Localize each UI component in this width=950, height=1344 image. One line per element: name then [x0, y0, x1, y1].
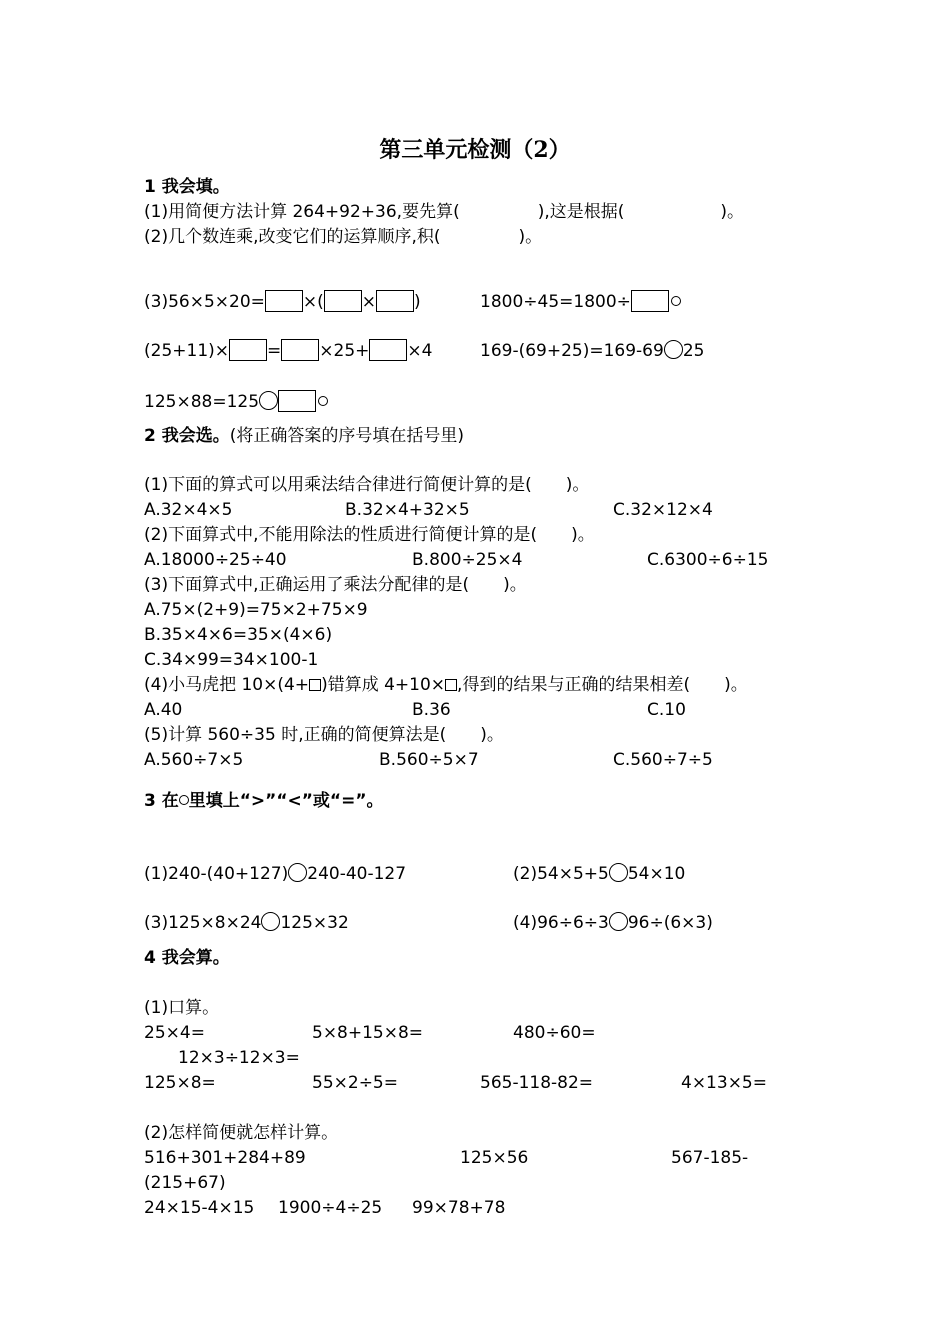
compare-circle[interactable] [609, 912, 628, 931]
option-2-4-a: A.40 [144, 700, 183, 720]
compare-problem-3 [144, 911, 349, 935]
calc-problem: 99×78+78 [412, 1198, 506, 1218]
q1-3-r1-e: 1800÷45=1800÷ [480, 292, 631, 312]
q1-1-text-c: )。 [720, 202, 745, 222]
option-2-3-b: B.35×4×6=35×(4×6) [144, 625, 333, 645]
q1-2-text-a: (2)几个数连乘,改变它们的运算顺序,积( [144, 227, 441, 247]
cmp4-left: (4)96÷6÷3 [513, 913, 609, 933]
option-2-5-a: A.560÷7×5 [144, 750, 244, 770]
option-2-2-b: B.800÷25×4 [412, 550, 523, 570]
question-1-3-row-3 [144, 390, 328, 414]
q1-3-r2-e: 169-(69+25)=169-69 [480, 341, 664, 361]
cmp3-right: 125×32 [280, 913, 349, 933]
section-2-note: (将正确答案的序号填在括号里) [229, 426, 465, 446]
calc-problem-continued: (215+67) [144, 1173, 226, 1193]
answer-box[interactable] [265, 290, 303, 312]
compare-circle[interactable] [664, 340, 683, 359]
oral-problem: 565-118-82= [480, 1073, 594, 1093]
cmp4-right: 96÷(6×3) [627, 913, 713, 933]
oral-problem: 4×13×5= [681, 1073, 767, 1093]
question-2-5: (5)计算 560÷35 时,正确的简便算法是( )。 [144, 725, 504, 745]
oral-problem: 5×8+15×8= [312, 1023, 424, 1043]
oral-problem: 480÷60= [513, 1023, 596, 1043]
small-circle-icon [671, 296, 681, 306]
option-2-4-b: B.36 [412, 700, 451, 720]
option-2-5-b: B.560÷5×7 [379, 750, 479, 770]
compare-problem-1 [144, 862, 406, 886]
calc-problem: 125×56 [460, 1148, 529, 1168]
oral-problem: 12×3÷12×3= [178, 1048, 300, 1068]
question-1-3-row-2-right [480, 339, 704, 363]
section-4-heading: 4 我会算。 [144, 948, 230, 968]
option-2-2-c: C.6300÷6÷15 [647, 550, 769, 570]
cmp1-left: (1)240-(40+127) [144, 864, 289, 884]
compare-circle[interactable] [259, 391, 278, 410]
q2-4-text-c: ,得到的结果与正确的结果相差( )。 [457, 675, 748, 695]
q1-3-r1-d: ) [414, 292, 421, 312]
cmp3-left: (3)125×8×24 [144, 913, 262, 933]
question-1-3-row-2 [144, 339, 432, 363]
q1-3-r1-c: × [361, 292, 377, 312]
option-2-3-c: C.34×99=34×100-1 [144, 650, 319, 670]
answer-box[interactable] [229, 339, 267, 361]
option-2-5-c: C.560÷7÷5 [613, 750, 713, 770]
q1-1-text-b: ),这是根据( [537, 202, 625, 222]
question-1-2 [144, 225, 542, 249]
oral-problem: 125×8= [144, 1073, 216, 1093]
answer-box[interactable] [324, 290, 362, 312]
q1-3-r3-a: 125×88=125 [144, 392, 260, 412]
q2-4-text-a: (4)小马虎把 10×(4+ [144, 675, 310, 695]
compare-circle[interactable] [609, 863, 628, 882]
answer-box[interactable] [376, 290, 414, 312]
option-2-1-b: B.32×4+32×5 [345, 500, 470, 520]
oral-problem: 55×2÷5= [312, 1073, 398, 1093]
q1-3-r1-b: ×( [302, 292, 324, 312]
page-title: 第三单元检测（2） [379, 137, 571, 163]
compare-problem-4 [513, 911, 713, 935]
section-2-title: 2 我会选。 [144, 426, 230, 446]
answer-box[interactable] [278, 390, 316, 412]
question-2-4 [144, 673, 748, 697]
q1-3-r1-a: (3)56×5×20= [144, 292, 265, 312]
compare-circle[interactable] [261, 912, 280, 931]
small-circle-icon [318, 396, 328, 406]
option-2-1-c: C.32×12×4 [613, 500, 713, 520]
q1-3-r2-b: = [267, 341, 282, 361]
answer-box[interactable] [631, 290, 669, 312]
question-2-3: (3)下面算式中,正确运用了乘法分配律的是( )。 [144, 575, 527, 595]
oral-heading: (1)口算。 [144, 998, 220, 1018]
calc-problem: 516+301+284+89 [144, 1148, 306, 1168]
cmp2-right: 54×10 [627, 864, 686, 884]
cmp2-left: (2)54×5+5 [513, 864, 609, 884]
section-3-title-a: 3 在 [144, 791, 179, 811]
section-1-heading: 1 我会填。 [144, 177, 230, 197]
section-2-heading [144, 424, 464, 448]
compare-circle[interactable] [288, 863, 307, 882]
question-2-1: (1)下面的算式可以用乘法结合律进行简便计算的是( )。 [144, 475, 590, 495]
option-2-4-c: C.10 [647, 700, 686, 720]
q1-1-text-a: (1)用简便方法计算 264+92+36,要先算( [144, 202, 460, 222]
q1-3-r2-c: ×25+ [319, 341, 370, 361]
cmp1-right: 240-40-127 [307, 864, 407, 884]
answer-box[interactable] [281, 339, 319, 361]
option-2-3-a: A.75×(2+9)=75×2+75×9 [144, 600, 368, 620]
q1-3-r2-d: ×4 [407, 341, 433, 361]
question-1-1 [144, 200, 744, 224]
q2-4-text-b: )错算成 4+10× [321, 675, 446, 695]
question-1-3-row-1-right [480, 290, 681, 314]
oral-problem: 25×4= [144, 1023, 205, 1043]
option-2-2-a: A.18000÷25÷40 [144, 550, 287, 570]
question-2-2: (2)下面算式中,不能用除法的性质进行简便计算的是( )。 [144, 525, 595, 545]
calc-problem: 567-185- [671, 1148, 749, 1168]
simple-calc-heading: (2)怎样简便就怎样计算。 [144, 1123, 339, 1143]
q1-2-text-b: )。 [518, 227, 543, 247]
calc-problem: 1900÷4÷25 [278, 1198, 383, 1218]
calc-problem: 24×15-4×15 [144, 1198, 255, 1218]
small-circle-icon [179, 795, 189, 805]
option-2-1-a: A.32×4×5 [144, 500, 233, 520]
q1-3-r2-f: 25 [682, 341, 705, 361]
blank-square [445, 679, 457, 691]
blank-square [309, 679, 321, 691]
question-1-3-row-1 [144, 290, 421, 314]
section-3-heading [144, 789, 384, 813]
q1-3-r2-a: (25+11)× [144, 341, 230, 361]
section-3-title-b: 里填上“>”“<”或“=”。 [188, 791, 384, 811]
compare-problem-2 [513, 862, 685, 886]
answer-box[interactable] [369, 339, 407, 361]
